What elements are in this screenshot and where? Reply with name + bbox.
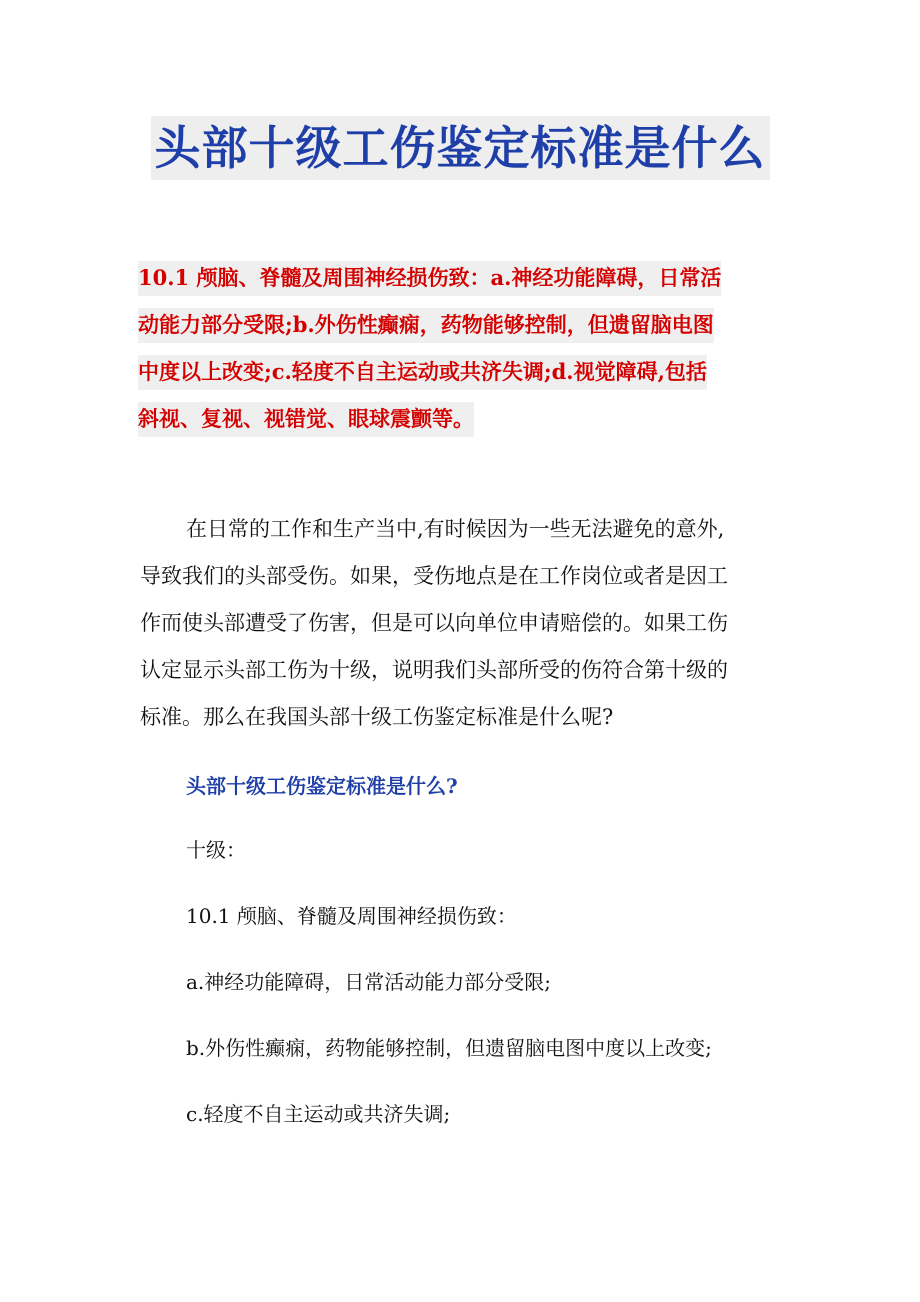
page-title: 头部十级工伤鉴定标准是什么 (151, 116, 770, 180)
summary-line-text: 斜视、复视、视错觉、眼球震颤等。 (138, 402, 474, 437)
paragraph-line: 作而使头部遭受了伤害，但是可以向单位申请赔偿的。如果工伤 (140, 611, 728, 635)
summary-line (138, 301, 788, 348)
summary-line-text: 动能力部分受限;b.外伤性癫痫，药物能够控制，但遗留脑电图 (138, 308, 714, 343)
summary-line-text: 10.1 颅脑、脊髓及周围神经损伤致：a.神经功能障碍，日常活 (138, 261, 721, 296)
summary-line (138, 395, 788, 442)
intro-paragraph (140, 506, 790, 741)
summary-line (138, 254, 788, 301)
paragraph-line: 在日常的工作和生产当中,有时候因为一些无法避免的意外, (186, 517, 725, 541)
list-item: 十级： (186, 838, 246, 862)
list-item: b.外伤性癫痫，药物能够控制，但遗留脑电图中度以上改变; (186, 1036, 712, 1060)
list-item: a.神经功能障碍，日常活动能力部分受限; (186, 970, 552, 994)
list-item: 10.1 颅脑、脊髓及周围神经损伤致： (186, 904, 517, 928)
paragraph-line: 标准。那么在我国头部十级工伤鉴定标准是什么呢? (140, 705, 614, 729)
paragraph-line: 认定显示头部工伤为十级，说明我们头部所受的伤符合第十级的 (140, 658, 728, 682)
summary-line (138, 348, 788, 395)
list-item: c.轻度不自主运动或共济失调; (186, 1102, 451, 1126)
summary-line-text: 中度以上改变;c.轻度不自主运动或共济失调;d.视觉障碍,包括 (138, 355, 707, 390)
section-heading: 头部十级工伤鉴定标准是什么? (186, 774, 458, 798)
summary-highlight (138, 254, 788, 442)
title-wrapper (0, 116, 920, 180)
paragraph-line: 导致我们的头部受伤。如果，受伤地点是在工作岗位或者是因工 (140, 564, 728, 588)
